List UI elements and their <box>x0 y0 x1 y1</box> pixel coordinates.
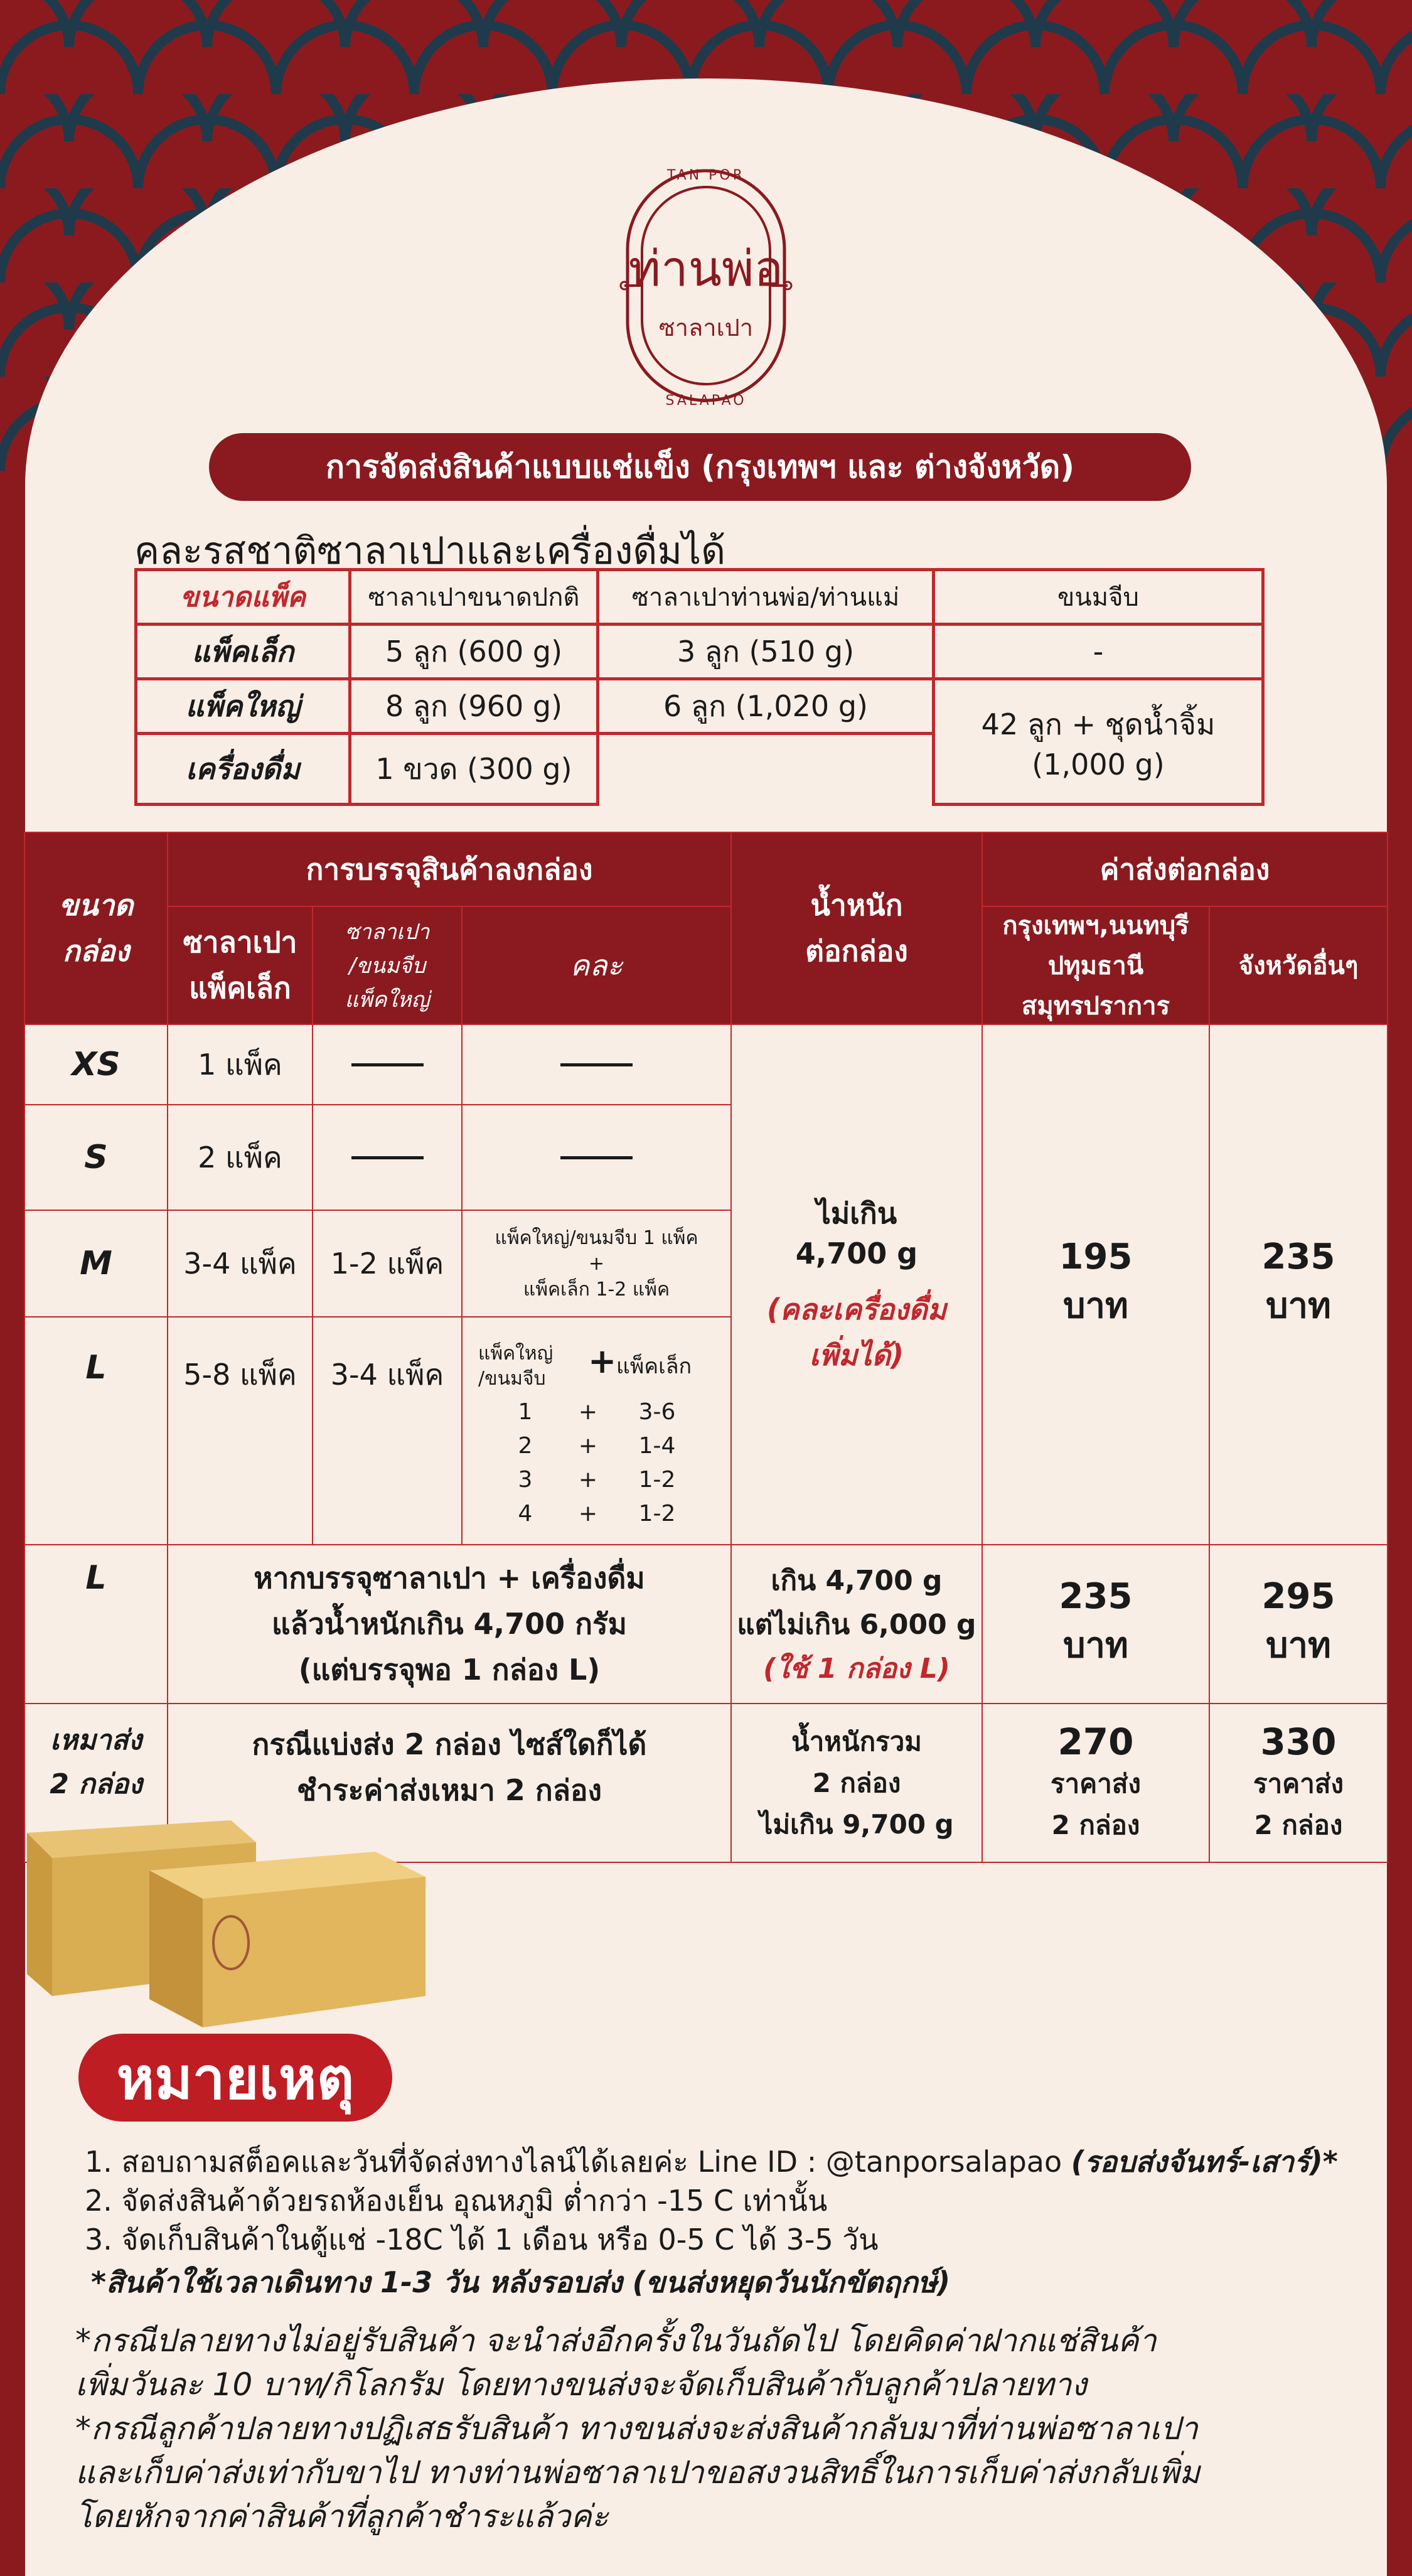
box-header-packing: การบรรจุสินค้าลงกล่อง <box>167 832 732 907</box>
box-header-weight-1: น้ำหนัก <box>810 888 903 922</box>
pack-small-tanpor: 3 ลูก (510 g) <box>596 623 935 680</box>
pack-section-title: คละรสชาติซาลาเปาและเครื่องดื่มได้ <box>134 529 726 573</box>
box-size-l-heavy: L <box>24 1544 168 1704</box>
box-l-heavy-desc-3: (แต่บรรจุพอ 1 กล่อง L) <box>298 1653 601 1687</box>
box-header-large-2: /ขนมจีบ <box>349 953 425 979</box>
box-main-weight-note-1: (คละเครื่องดื่ม <box>766 1292 947 1326</box>
box-header-bkk-3: สมุทรปราการ <box>1021 992 1170 1021</box>
pack-drink-normal: 1 ขวด (300 g) <box>348 732 599 806</box>
box-l-heavy-price-bkk <box>981 1544 1210 1704</box>
box-l-mixed-head <box>478 1341 553 1392</box>
box-header-weight <box>730 832 983 1025</box>
box-xs-large <box>312 1024 463 1105</box>
box-header-other: จังหวัดอื่นๆ <box>1209 906 1388 1025</box>
footer-line-3: *กรณีลูกค้าปลายทางปฏิเสธรับสินค้า ทางขนส่งจะส่งสินค้ากลับมาที่ท่านพ่อซาลาเปา <box>75 2410 1198 2447</box>
box-main-weight-note-2: เพิ่มได้) <box>809 1338 904 1372</box>
box-s-large <box>312 1104 463 1211</box>
box-size-xs: XS <box>24 1024 168 1105</box>
box-l-combo <box>488 1501 701 1535</box>
box-two-price-bkk-note-2: 2 กล่อง <box>1051 1809 1140 1840</box>
box-l-combo-a: 3 <box>518 1467 533 1493</box>
logo-arc-top: TAN POR <box>666 168 746 183</box>
box-l-heavy-price-bkk-unit: บาท <box>1063 1624 1128 1666</box>
box-main-price-bkk-value: 195 <box>1059 1236 1133 1277</box>
box-l-combo-plus: + <box>578 1501 598 1527</box>
box-two-desc-1: กรณีแบ่งส่ง 2 กล่อง ไซส์ใดก็ได้ <box>252 1727 647 1761</box>
box-header-bkk-1: กรุงเทพฯ,นนทบุรี <box>1002 911 1189 940</box>
box-two-price-bkk <box>981 1703 1210 1863</box>
box-main-weight-1: ไม่เกิน <box>816 1196 897 1230</box>
box-l-combo-plus: + <box>578 1467 598 1493</box>
box-header-size-2: กล่อง <box>62 934 130 968</box>
box-l-combo-a: 1 <box>518 1399 533 1425</box>
box-two-price-bkk-value: 270 <box>1057 1720 1134 1763</box>
box-size-m: M <box>24 1210 168 1318</box>
note-transit: *สินค้าใช้เวลาเดินทาง 1-3 วัน หลังรอบส่ง (ขนส่งหยุดวันนักขัตฤกษ์) <box>91 2265 951 2299</box>
pack-large-kanomjeeb <box>932 677 1265 806</box>
box-m-large: 1-2 แพ็ค <box>312 1210 463 1318</box>
box-xs-small: 1 แพ็ค <box>167 1024 313 1105</box>
box-two-desc-2: ชำระค่าส่งเหมา 2 กล่อง <box>297 1773 602 1807</box>
box-two-price-bkk-note-1: ราคาส่ง <box>1051 1768 1141 1799</box>
note-item-2: 2. จัดส่งสินค้าด้วยรถห้องเย็น อุณหภูมิ ต่ำกว่า -15 C เท่านั้น <box>85 2184 828 2218</box>
box-header-bkk <box>981 906 1210 1025</box>
box-l-heavy-desc-2: แล้วน้ำหนักเกิน 4,700 กรัม <box>272 1607 627 1641</box>
box-l-combo <box>488 1467 701 1501</box>
box-header-mixed: คละ <box>461 906 732 1025</box>
cardboard-boxes-illustration <box>24 1808 463 2034</box>
note-item-1-emph: (รอบส่งจันทร์-เสาร์)* <box>1071 2145 1338 2179</box>
box-two-label-1: เหมาส่ง <box>50 1724 142 1756</box>
box-l-combo-a: 4 <box>518 1501 533 1527</box>
box-l-mixed-plus: + <box>588 1341 617 1381</box>
pack-header-kanomjeeb: ขนมจีบ <box>932 568 1265 626</box>
box-l-heavy-desc <box>167 1544 732 1704</box>
box-xs-mixed <box>461 1024 732 1105</box>
pack-row-label-large: แพ็คใหญ่ <box>134 677 351 735</box>
pack-small-normal: 5 ลูก (600 g) <box>348 623 599 680</box>
logo-name: ท่านพ่อ <box>628 241 784 298</box>
box-main-weight <box>730 1024 983 1545</box>
box-s-large-dash <box>351 1156 424 1159</box>
box-m-small: 3-4 แพ็ค <box>167 1210 313 1318</box>
pack-large-tanpor: 6 ลูก (1,020 g) <box>596 677 935 735</box>
box-header-size-1: ขนาด <box>58 888 134 922</box>
box-l-combo-b: 1-2 <box>638 1467 676 1493</box>
box-header-small-2: แพ็คเล็ก <box>189 971 291 1005</box>
box-l-heavy-price-other-value: 295 <box>1261 1575 1335 1617</box>
box-main-weight-2: 4,700 g <box>795 1237 918 1270</box>
box-main-price-bkk <box>981 1024 1210 1545</box>
box-two-weight-1: น้ำหนักรวม <box>791 1725 922 1757</box>
box-main-price-other-unit: บาท <box>1266 1285 1331 1326</box>
box-l-combo-a: 2 <box>518 1433 533 1459</box>
box-size-s: S <box>24 1104 168 1211</box>
box-two-weight <box>730 1703 983 1863</box>
box-header-large-3: แพ็คใหญ่ <box>345 987 430 1012</box>
box-header-size <box>24 832 168 1025</box>
footer-line-4: และเก็บค่าส่งเท่ากับขาไป ทางท่านพ่อซาลาเปาขอสงวนสิทธิ์ในการเก็บค่าส่งกลับเพิ่ม <box>75 2454 1201 2491</box>
box-header-small <box>167 906 313 1025</box>
box-m-mixed-1: แพ็คใหญ่/ขนมจีบ 1 แพ็ค <box>495 1226 698 1249</box>
box-l-combo-plus: + <box>578 1433 598 1459</box>
box-l-small: 5-8 แพ็ค <box>167 1316 313 1545</box>
note-item-3: 3. จัดเก็บสินค้าในตู้แช่ -18C ได้ 1 เดือน หรือ 0-5 C ได้ 3-5 วัน <box>85 2223 879 2257</box>
box-two-price-other-value: 330 <box>1260 1720 1337 1763</box>
box-s-mixed-dash <box>560 1156 633 1159</box>
box-l-mixed-head-small: แพ็คเล็ก <box>616 1354 692 1379</box>
box-two-price-other-note-1: ราคาส่ง <box>1253 1768 1344 1799</box>
box-l-heavy-weight-1: เกิน 4,700 g <box>771 1564 943 1597</box>
box-l-combo-b: 1-4 <box>638 1433 676 1459</box>
box-two-price-other-note-2: 2 กล่อง <box>1254 1809 1343 1840</box>
box-m-mixed-plus: + <box>588 1252 605 1275</box>
box-m-mixed <box>461 1210 732 1318</box>
footer-line-2: เพิ่มวันละ 10 บาท/กิโลกรัม โดยทางขนส่งจะจัดเก็บสินค้ากับลูกค้าปลายทาง <box>75 2366 1087 2403</box>
box-two-label-2: 2 กล่อง <box>50 1768 142 1800</box>
box-l-heavy-price-other-unit: บาท <box>1266 1624 1331 1666</box>
logo-arc-bottom: SALAPAO <box>665 393 747 409</box>
box-two-price-other <box>1209 1703 1388 1863</box>
box-l-heavy-price-bkk-value: 235 <box>1059 1575 1133 1617</box>
box-l-combo-b: 3-6 <box>638 1399 676 1425</box>
box-two-weight-2: 2 กล่อง <box>812 1767 901 1798</box>
brand-logo <box>612 157 800 414</box>
box-main-price-other-value: 235 <box>1261 1236 1335 1277</box>
pack-row-label-small: แพ็คเล็ก <box>134 623 351 680</box>
box-l-heavy-price-other <box>1209 1544 1388 1704</box>
pack-kanomjeeb-line1: 42 ลูก + ชุดน้ำจิ้ม <box>981 707 1216 741</box>
pack-small-kanomjeeb: - <box>932 623 1265 680</box>
box-l-mixed-head-2: /ขนมจีบ <box>478 1368 546 1390</box>
box-l-large: 3-4 แพ็ค <box>312 1316 463 1545</box>
pack-header-size: ขนาดแพ็ค <box>134 568 351 626</box>
pack-header-tanpor: ซาลาเปาท่านพ่อ/ท่านแม่ <box>596 568 935 626</box>
box-l-combo <box>488 1399 701 1433</box>
pack-header-normal: ซาลาเปาขนาดปกติ <box>348 568 599 626</box>
box-l-heavy-weight-note: (ใช้ 1 กล่อง L) <box>763 1652 950 1685</box>
box-xs-mixed-dash <box>560 1063 633 1066</box>
box-two-weight-3: ไม่เกิน 9,700 g <box>759 1808 954 1840</box>
box-main-price-bkk-unit: บาท <box>1063 1285 1128 1326</box>
footer-line-5: โดยหักจากค่าสินค้าที่ลูกค้าชำระแล้วค่ะ <box>75 2498 609 2535</box>
box-header-bkk-2: ปทุมธานี <box>1047 952 1144 980</box>
logo-tagline: ซาลาเปา <box>658 314 754 341</box>
box-header-small-1: ซาลาเปา <box>183 925 297 959</box>
box-l-mixed-head-1: แพ็คใหญ่ <box>478 1343 554 1365</box>
box-header-weight-2: ต่อกล่อง <box>805 934 908 968</box>
box-size-l: L <box>24 1316 168 1545</box>
box-m-mixed-2: แพ็คเล็ก 1-2 แพ็ค <box>523 1278 670 1301</box>
pack-row-label-drink: เครื่องดื่ม <box>134 732 351 806</box>
box-l-mixed <box>461 1316 732 1545</box>
pack-kanomjeeb-line2: (1,000 g) <box>1032 748 1165 781</box>
pack-large-normal: 8 ลูก (960 g) <box>348 677 599 735</box>
note-item-1-text: 1. สอบถามสต็อคและวันที่จัดส่งทางไลน์ได้เลยค่ะ Line ID : @tanporsalapao <box>85 2145 1071 2179</box>
box-l-combo <box>488 1433 701 1467</box>
box-l-combo-plus: + <box>578 1399 598 1425</box>
box-main-price-other <box>1209 1024 1388 1545</box>
box-header-shipping: ค่าส่งต่อกล่อง <box>981 832 1388 907</box>
box-l-combos <box>488 1399 701 1535</box>
box-s-mixed <box>461 1104 732 1211</box>
box-l-combo-b: 1-2 <box>638 1501 676 1527</box>
footer-line-1: *กรณีปลายทางไม่อยู่รับสินค้า จะนำส่งอีกครั้งในวันถัดไป โดยคิดค่าฝากแช่สินค้า <box>75 2322 1157 2359</box>
notes-title: หมายเหตุ <box>78 2034 392 2122</box>
box-l-heavy-weight-2: แต่ไม่เกิน 6,000 g <box>737 1608 976 1641</box>
box-xs-large-dash <box>351 1063 424 1066</box>
box-header-large <box>312 906 463 1025</box>
box-l-heavy-weight <box>730 1544 983 1704</box>
box-header-large-1: ซาลาเปา <box>345 920 430 945</box>
box-s-small: 2 แพ็ค <box>167 1104 313 1211</box>
box-l-heavy-desc-1: หากบรรจุซาลาเปา + เครื่องดื่ม <box>254 1561 645 1595</box>
shipping-banner: การจัดส่งสินค้าแบบแช่แข็ง (กรุงเทพฯ และ ต่างจังหวัด) <box>209 433 1191 501</box>
